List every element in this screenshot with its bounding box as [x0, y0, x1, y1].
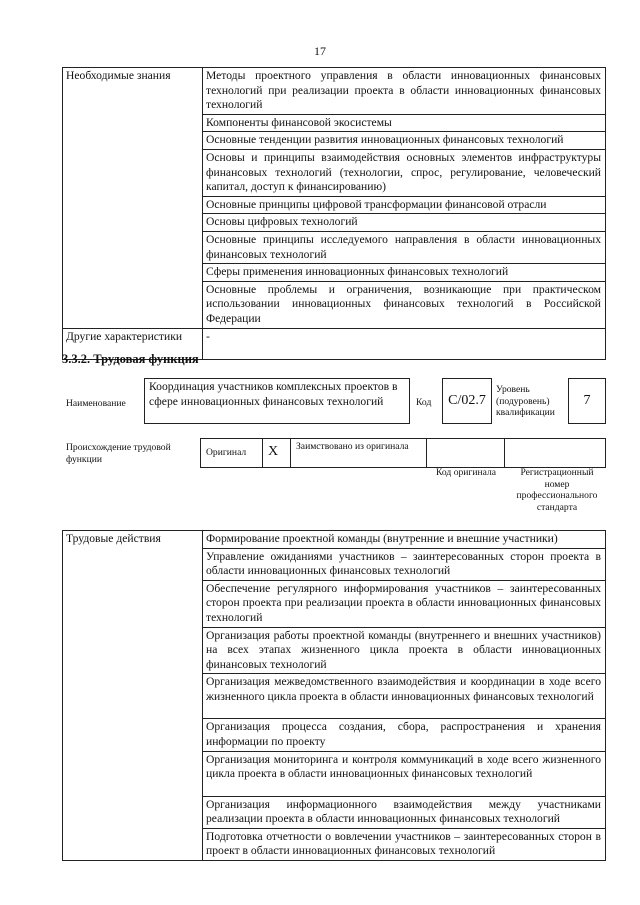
actions-label: Трудовые действия	[63, 531, 203, 861]
action-item: Организация процесса создания, сбора, распространения и хранения информации по проекту	[203, 719, 606, 751]
level-label: Уровень (подуровень) квалификации	[496, 384, 555, 418]
knowledge-item: Основные принципы исследуемого направления в области инновационных финансовых технологий	[203, 231, 606, 263]
action-item: Формирование проектной команды (внутренние и внешние участники)	[203, 531, 606, 549]
origin-label: Происхождение трудовой функции	[66, 442, 171, 465]
action-item: Управление ожиданиями участников – заинтересованных сторон проекта в области инновационных финансовых технологий	[203, 548, 606, 580]
other-value: -	[203, 328, 606, 359]
action-item: Подготовка отчетности о вовлечении участников – заинтересованных сторон в проект в области инновационных финансовых технологий	[203, 828, 606, 860]
reg-number-label: Регистрационный номер профессионального стандарта	[516, 467, 598, 513]
borrowed-label: Заимствовано из оригинала	[296, 441, 409, 452]
knowledge-label: Необходимые знания	[63, 68, 203, 329]
code-label: Код	[416, 397, 432, 408]
knowledge-item: Основные проблемы и ограничения, возникающие при практическом использовании инновационных финансовых технологий в Российской Федерации	[203, 281, 606, 328]
knowledge-item: Основы и принципы взаимодействия основных элементов инфраструктуры финансовых технологий (технологии, спрос, регулирование, человеческий капитал, доступ к финансированию)	[203, 149, 606, 196]
code-original-label: Код оригинала	[435, 467, 497, 478]
knowledge-item: Компоненты финансовой экосистемы	[203, 114, 606, 132]
action-item: Обеспечение регулярного информирования участников – заинтересованных сторон проекта при реализации проекта в области инновационных финансовых технологий	[203, 580, 606, 627]
knowledge-row	[63, 68, 606, 115]
divider	[262, 438, 263, 468]
name-value: Координация участников комплексных проектов в сфере инновационных финансовых технологий	[144, 378, 410, 424]
original-mark: X	[268, 444, 279, 459]
section-title: 3.3.2. Трудовая функция	[62, 352, 199, 366]
original-label: Оригинал	[206, 447, 247, 458]
knowledge-item: Основные тенденции развития инновационных финансовых технологий	[203, 132, 606, 150]
other-label: Другие характеристики	[63, 328, 203, 359]
knowledge-item: Основные принципы цифровой трансформации финансовой отрасли	[203, 196, 606, 214]
actions-table	[62, 530, 606, 861]
action-row	[63, 531, 606, 549]
page-number: 17	[314, 44, 326, 58]
action-item: Организация работы проектной команды (внутреннего и внешних участников) на всех этапах жизненного цикла проекта в области инновационных финансовых технологий	[203, 627, 606, 674]
action-item: Организация межведомственного взаимодействия и координации в ходе всего жизненного цикла проекта в области инновационных финансовых технологий	[203, 674, 606, 719]
knowledge-table	[62, 67, 606, 360]
divider	[290, 438, 291, 468]
action-item: Организация мониторинга и контроля коммуникаций в ходе всего жизненного цикла проекта в области инновационных финансовых технологий	[203, 751, 606, 796]
action-item: Организация информационного взаимодействия между участниками реализации проекта в области инновационных финансовых технологий	[203, 796, 606, 828]
knowledge-item: Основы цифровых технологий	[203, 214, 606, 232]
knowledge-item: Сферы применения инновационных финансовых технологий	[203, 264, 606, 282]
level-value: 7	[568, 378, 606, 424]
code-value: C/02.7	[442, 378, 492, 424]
divider	[426, 438, 427, 468]
knowledge-item: Методы проектного управления в области инновационных финансовых технологий при реализации проекта в области инновационных финансовых технологий	[203, 68, 606, 115]
name-label: Наименование	[66, 398, 126, 409]
divider	[504, 438, 505, 468]
